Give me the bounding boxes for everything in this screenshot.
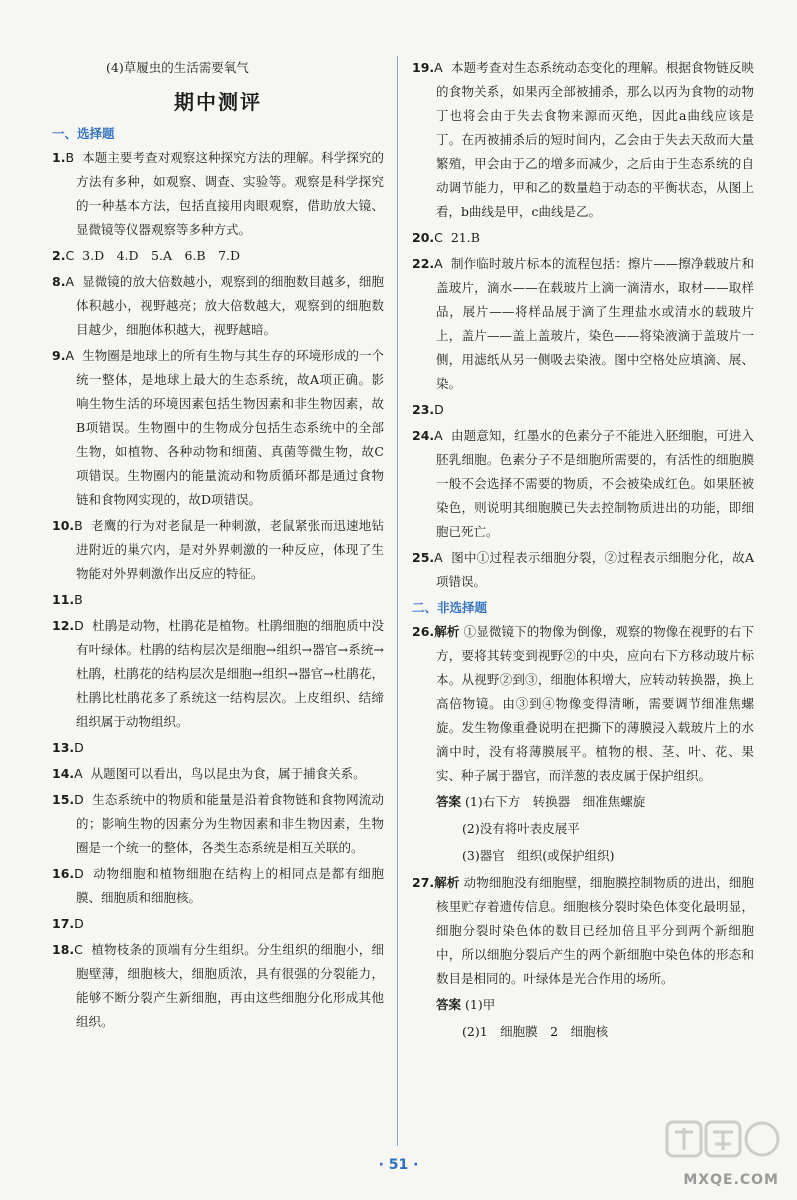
question-number: 15. bbox=[52, 792, 75, 807]
right-column bbox=[412, 56, 754, 1047]
watermark-text: MXQE.COM bbox=[683, 1172, 779, 1188]
answer-letter: A bbox=[65, 348, 75, 363]
answer-letter: A bbox=[434, 428, 443, 443]
question-number: 8. bbox=[52, 274, 66, 289]
answer-label: 答案 bbox=[436, 997, 462, 1012]
question-number: 12. bbox=[52, 618, 75, 633]
question-number: 2. bbox=[52, 248, 66, 263]
question-26 bbox=[412, 620, 754, 788]
question-number: 16. bbox=[52, 866, 75, 881]
explanation-text: 植物枝条的顶端有分生组织。分生组织的细胞小，细胞壁薄，细胞核大，细胞质浓，具有很强的分裂能力，能够不断分裂产生新细胞，再由这些细胞分化形成其他组织。 bbox=[76, 942, 384, 1029]
explanation-text: 生物圈是地球上的所有生物与其生存的环境形成的一个统一整体，是地球上最大的生态系统，故A项正确。影响生物生活的环境因素包括生物因素和非生物因素，故B项错误。生物圈中的生物成分包括生态系统中的全部生物，如植物、各种动物和细菌、真菌等微生物，故C项错误。生物圈内的能量流动和物质循环都是通过食物链和食物网实现的，故D项错误。 bbox=[76, 348, 384, 507]
answer-letter: B bbox=[74, 592, 83, 607]
right-answer-item bbox=[412, 424, 754, 544]
question-number: 24. bbox=[412, 428, 435, 443]
answer-letter: A bbox=[74, 766, 83, 781]
answer-letter: B bbox=[65, 150, 75, 165]
answer-letter: D bbox=[74, 740, 84, 755]
answer-row-27-2: (2)1 细胞膜 2 细胞核 bbox=[462, 1024, 609, 1039]
answer-row-26-1 bbox=[412, 790, 754, 814]
question-number: 13. bbox=[52, 740, 75, 755]
answer-letter: D bbox=[74, 916, 84, 931]
left-answer-item bbox=[52, 270, 384, 342]
explanation-text: 21.B bbox=[450, 230, 480, 245]
right-answer-item bbox=[412, 226, 754, 250]
question-number: 11. bbox=[52, 592, 75, 607]
left-answer-item bbox=[52, 912, 384, 936]
answer-letter: A bbox=[65, 274, 75, 289]
left-answer-list bbox=[52, 146, 384, 1034]
left-answer-item bbox=[52, 588, 384, 612]
answer-label: 答案 bbox=[436, 794, 462, 809]
answer-text: (1)甲 bbox=[465, 997, 496, 1012]
question-number: 19. bbox=[412, 60, 435, 75]
answer-row-27-1 bbox=[412, 993, 754, 1017]
question-number: 18. bbox=[52, 942, 75, 957]
question-number: 25. bbox=[412, 550, 435, 565]
right-answer-list bbox=[412, 56, 754, 594]
left-answer-item bbox=[52, 146, 384, 242]
left-answer-item bbox=[52, 514, 384, 586]
answer-letter: C bbox=[74, 942, 83, 957]
explanation-text: 制作临时玻片标本的流程包括：擦片——擦净载玻片和盖玻片，滴水——在载玻片上滴一滴清水，取材——取样品，展片——将样品展于滴了生理盐水或清水的载玻片上，盖片——盖上盖玻片，染色——将染液滴于盖玻片一侧，用滤纸从另一侧吸去染液。图中空格处应填滴、展、染。 bbox=[436, 256, 754, 391]
answer-letter: C bbox=[434, 230, 443, 245]
analysis-text: 动物细胞没有细胞壁，细胞膜控制物质的进出，细胞核里贮存着遗传信息。细胞核分裂时染色体变化最明显，细胞分裂时染色体的数目已经加倍且平分到两个新细胞中，所以细胞分裂后产生的两个新细胞中染色体的形态和数目是相同的。叶绿体是光合作用的场所。 bbox=[436, 875, 754, 986]
analysis-label: 解析 bbox=[434, 624, 460, 639]
question-number: 9. bbox=[52, 348, 66, 363]
question-number: 10. bbox=[52, 518, 75, 533]
explanation-text: 本题考查对生态系统动态变化的理解。根据食物链反映的食物关系，如果丙全部被捕杀，那么以丙为食物的动物丁也将会由于失去食物来源而灭绝，因此a曲线应该是丁。在丙被捕杀后的短时间内，乙会由于失去天敌而大量繁殖，甲会由于乙的增多而减少，之后由于生态系统的自动调节能力，甲和乙的数量趋于动态的平衡状态，从图上看，b曲线是甲，c曲线是乙。 bbox=[436, 60, 754, 219]
question-number: 1. bbox=[52, 150, 66, 165]
analysis-label: 解析 bbox=[434, 875, 460, 890]
analysis-text: ①显微镜下的物像为倒像，观察的物像在视野的右下方，要将其转变到视野②的中央，应向右下方移动玻片标本。从视野②到③，细胞体积增大，应转动转换器，换上高倍物镜。由③到④物像变得清晰，需要调节细准焦螺旋。发生物像重叠说明在把撕下的薄膜浸入载玻片上的水滴中时，没有将薄膜展平。植物的根、茎、叶、花、果实、种子属于器官，而洋葱的表皮属于保护组织。 bbox=[436, 624, 754, 783]
explanation-text: 从题图可以看出，鸟以昆虫为食，属于捕食关系。 bbox=[90, 766, 366, 781]
right-answer-item bbox=[412, 252, 754, 396]
explanation-text: 3.D 4.D 5.A 6.B 7.D bbox=[82, 248, 241, 263]
right-answer-item bbox=[412, 398, 754, 422]
explanation-text: 老鹰的行为对老鼠是一种刺激，老鼠紧张而迅速地钻进附近的巢穴内，是对外界刺激的一种反应，体现了生物能对外界刺激作出反应的特征。 bbox=[76, 518, 384, 581]
answer-letter: A bbox=[434, 60, 443, 75]
explanation-text: 生态系统中的物质和能量是沿着食物链和食物网流动的；影响生物的因素分为生物因素和非生物因素，生物圈是一个统一的整体，各类生态系统是相互关联的。 bbox=[76, 792, 384, 855]
section-heading-choice: 一、选择题 bbox=[52, 126, 115, 141]
answer-letter: C bbox=[65, 248, 75, 263]
question-number: 27. bbox=[412, 875, 435, 890]
answer-letter: D bbox=[74, 792, 84, 807]
right-answer-item bbox=[412, 546, 754, 594]
answer-letter: D bbox=[74, 618, 84, 633]
answer-row-26-3: (3)器官 组织(或保护组织) bbox=[462, 848, 615, 863]
left-answer-item bbox=[52, 788, 384, 860]
explanation-text: 动物细胞和植物细胞在结构上的相同点是都有细胞膜、细胞质和细胞核。 bbox=[76, 866, 384, 905]
answer-letter: D bbox=[74, 866, 84, 881]
answer-letter: D bbox=[434, 402, 444, 417]
answer-row-26-2: (2)没有将叶表皮展平 bbox=[462, 821, 580, 836]
page-title: 期中测评 bbox=[174, 90, 262, 114]
question-number: 20. bbox=[412, 230, 435, 245]
answer-letter: B bbox=[74, 518, 83, 533]
left-answer-item bbox=[52, 938, 384, 1034]
left-answer-item bbox=[52, 736, 384, 760]
answer-text: (1)右下方 转换器 细准焦螺旋 bbox=[465, 794, 646, 809]
left-answer-item bbox=[52, 244, 384, 268]
question-number: 26. bbox=[412, 624, 435, 639]
explanation-text: 显微镜的放大倍数越小，观察到的细胞数目越多，细胞体积越小，视野越亮；放大倍数越大，观察到的细胞数目越少，细胞体积越大，视野越暗。 bbox=[76, 274, 384, 337]
section-heading-nonchoice: 二、非选择题 bbox=[412, 600, 488, 615]
page-number: · 51 · bbox=[378, 1157, 419, 1173]
left-answer-item bbox=[52, 344, 384, 512]
left-answer-item bbox=[52, 614, 384, 734]
prelude-text: (4)草履虫的生活需要氧气 bbox=[106, 60, 249, 75]
question-number: 23. bbox=[412, 402, 435, 417]
left-answer-item bbox=[52, 862, 384, 910]
right-answer-item bbox=[412, 56, 754, 224]
column-divider bbox=[397, 56, 398, 1146]
explanation-text: 图中①过程表示细胞分裂，②过程表示细胞分化，故A项错误。 bbox=[436, 550, 755, 589]
left-answer-item bbox=[52, 762, 384, 786]
question-27 bbox=[412, 871, 754, 991]
explanation-text: 本题主要考查对观察这种探究方法的理解。科学探究的方法有多种，如观察、调查、实验等。观察是科学探究的一种基本方法，包括直接用肉眼观察，借助放大镜、显微镜等仪器观察等多种方式。 bbox=[76, 150, 384, 237]
left-column bbox=[52, 56, 384, 1036]
answer-letter: A bbox=[434, 256, 443, 271]
question-number: 17. bbox=[52, 916, 75, 931]
explanation-text: 由题意知，红墨水的色素分子不能进入胚细胞，可进入胚乳细胞。色素分子不是细胞所需要的，有活性的细胞膜一般不会选择不需要的物质，不会被染成红色。如果胚被染色，则说明其细胞膜已失去控制物质进出的功能，即细胞已死亡。 bbox=[436, 428, 754, 539]
explanation-text: 杜鹃是动物，杜鹃花是植物。杜鹃细胞的细胞质中没有叶绿体。杜鹃的结构层次是细胞→组织→器官→系统→杜鹃，杜鹃花的结构层次是细胞→组织→器官→杜鹃花，杜鹃比杜鹃花多了系统这一结构层次。上皮组织、结缔组织属于动物组织。 bbox=[76, 618, 384, 729]
question-number: 22. bbox=[412, 256, 435, 271]
answer-letter: A bbox=[434, 550, 443, 565]
question-number: 14. bbox=[52, 766, 75, 781]
